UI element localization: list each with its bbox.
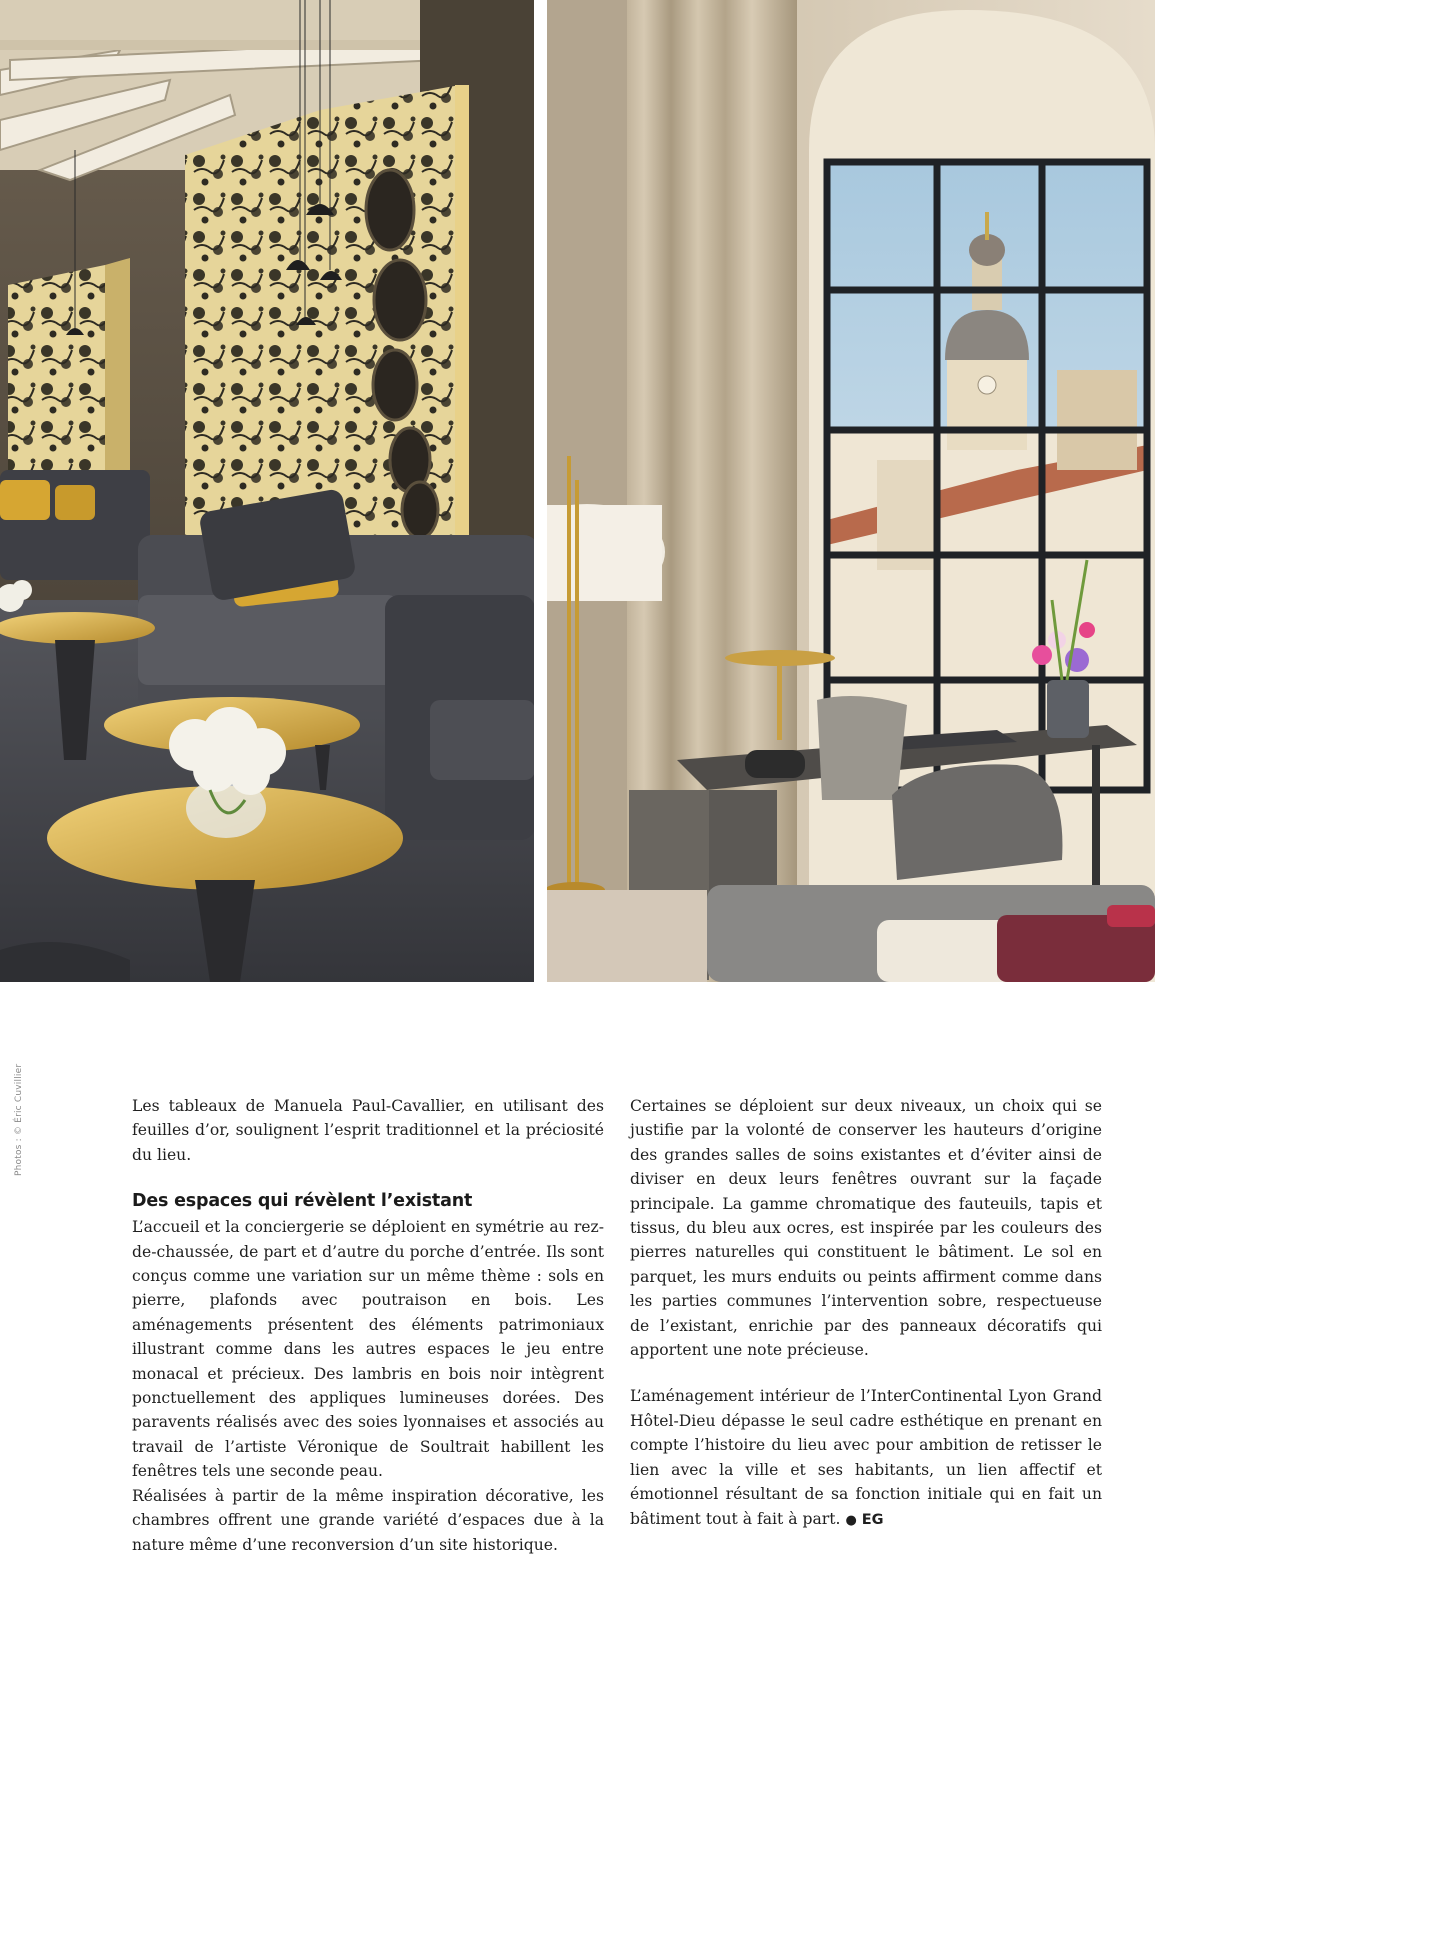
photo-bedroom: [547, 0, 1155, 982]
body-paragraph: Certaines se déploient sur deux niveaux, un choix qui se justifie par la volonté de conserver les hauteurs d’origine des grandes salles de soins existantes et d’éviter ainsi de diviser en deux leurs fenêtres ouvrant sur la façade principale. La gamme chromatique des fauteuils, tapis et tissus, du bleu aux ocres, est inspirée par les couleurs des pierres naturelles qui constituent le bâtiment. Le sol en parquet, les murs enduits ou peints affirment comme dans les parties communes l’intervention sobre, respectueuse de l’existant, enrichie par des panneaux décoratifs qui apportent une note précieuse.: [630, 1097, 1102, 1360]
lounge-illustration: [0, 0, 534, 982]
end-mark: ●: [845, 1512, 857, 1528]
article-column-left: [132, 1094, 604, 1557]
room-illustration: [547, 0, 1155, 982]
body-paragraph: L’accueil et la conciergerie se déploient en symétrie au rez-de-chaussée, de part et d’autre du porche d’entrée. Ils sont conçus comme une variation sur un même thème : sols en pierre, plafonds avec poutraison en bois. Les aménagements présentent des éléments patrimoniaux illustrant comme dans les autres espaces le jeu entre monacal et précieux. Des lambris en bois noir intègrent ponctuellement des appliques lumineuses dorées. Des paravents réalisés avec des soies lyonnaises et associés au travail de l’artiste Véronique de Soultrait habillent les fenêtres tels une seconde peau.: [132, 1218, 604, 1481]
article-column-right: [630, 1094, 1102, 1533]
photo-lounge: [0, 0, 534, 982]
body-paragraph: Réalisées à partir de la même inspiration décorative, les chambres offrent une grande variété d’espaces due à la nature même d’une reconversion d’un site historique.: [132, 1486, 604, 1554]
closing-paragraph: [630, 1384, 1102, 1532]
section-subheading: Des espaces qui révèlent l’existant: [132, 1191, 473, 1212]
photo-credit: Photos : © Éric Cuvillier: [14, 1063, 24, 1176]
closing-text: L’aménagement intérieur de l’InterContinental Lyon Grand Hôtel-Dieu dépasse le seul cadre esthétique en prenant en compte l’histoire du lieu avec pour ambition de retisser le lien avec la ville et ses habitants, un lien affectif et émotionnel résultant de sa fonction initiale qui en fait un bâtiment tout à fait à part.: [630, 1387, 1102, 1528]
author-signature: EG: [861, 1511, 884, 1528]
photo-caption-intro: Les tableaux de Manuela Paul-Cavallier, en utilisant des feuilles d’or, soulignent l’esprit traditionnel et la préciosité du lieu.: [132, 1097, 604, 1164]
